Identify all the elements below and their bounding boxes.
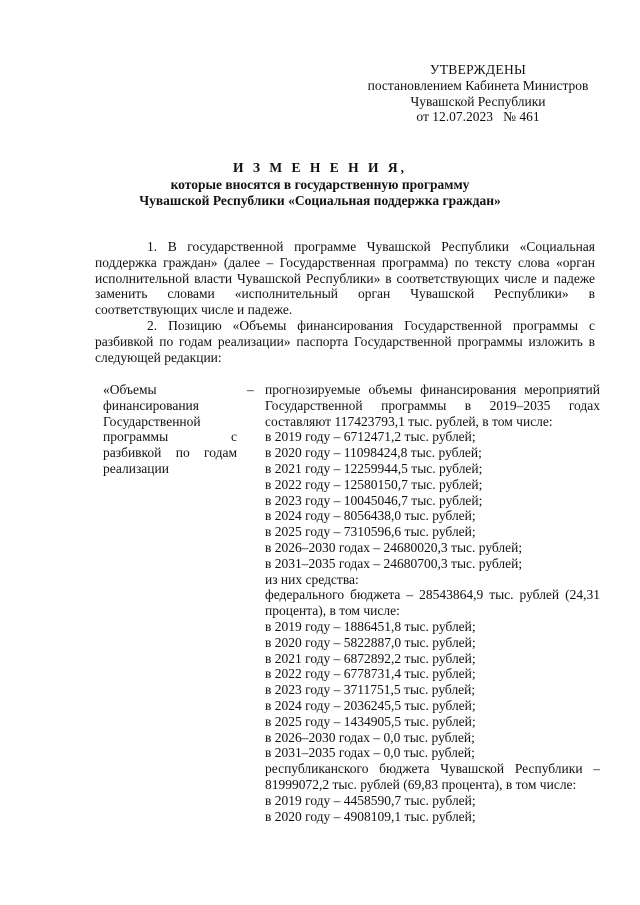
list-item: в 2019 году – 1886451,8 тыс. рублей; [265, 618, 476, 634]
list-item: в 2022 году – 12580150,7 тыс. рублей; [265, 476, 483, 492]
republic-intro: республиканского бюджета Чувашской Республики – 81999072,2 тыс. рублей (69,83 процента), в том числе: [265, 761, 600, 792]
list-item: в 2026–2030 годах – 24680020,3 тыс. рублей; [265, 539, 523, 555]
list-item: в 2025 году – 1434905,5 тыс. рублей; [265, 713, 476, 729]
approval-stamp [356, 62, 600, 125]
list-item: в 2020 году – 5822887,0 тыс. рублей; [265, 634, 476, 650]
paragraph: 1. В государственной программе Чувашской Республики «Социальная поддержка граждан» (далее – Государственная программа) по тексту слова «орган исполнительной власти Чувашской Республики» в соответствующих числе и падеже заменить словами «исполнительный орган Чувашской Республики» в соответствующих числе и падеже. [95, 239, 595, 318]
federal-intro: федерального бюджета – 28543864,9 тыс. рублей (24,31 процента), в том числе: [265, 587, 600, 619]
table-left-cell: «Объемы финансирования Государственной программы с разбивкой по годам реализации [103, 382, 237, 476]
list-item: в 2024 году – 8056438,0 тыс. рублей; [265, 508, 476, 524]
heading-title: И З М Е Н Е Н И Я, [232, 160, 407, 175]
body-text [95, 239, 595, 365]
list-item: в 2025 году – 7310596,6 тыс. рублей; [265, 524, 476, 540]
list-item: в 2020 году – 4908109,1 тыс. рублей; [265, 808, 476, 824]
heading-line: Чувашской Республики «Социальная поддержка граждан» [139, 192, 501, 208]
paragraph: 2. Позицию «Объемы финансирования Государственной программы с разбивкой по годам реализации» паспорта Государственной программы изложить в следующей редакции: [95, 317, 595, 365]
table-right-cell [265, 382, 600, 824]
approval-line: постановлением Кабинета Министров [367, 77, 589, 93]
list-item: в 2019 году – 6712471,2 тыс. рублей; [265, 429, 476, 445]
financing-intro: прогнозируемые объемы финансирования мероприятий Государственной программы в 2019–2035 годах составляют 117423793,1 тыс. рублей, в том числе: [265, 382, 600, 429]
list-item: в 2023 году – 3711751,5 тыс. рублей; [265, 682, 476, 698]
of-them-label: из них средства: [265, 571, 359, 587]
table-dash: – [247, 382, 254, 397]
approval-title: УТВЕРЖДЕНЫ [429, 62, 527, 77]
list-item: в 2024 году – 2036245,5 тыс. рублей; [265, 697, 476, 713]
heading-line: которые вносятся в государственную программу [170, 176, 470, 192]
list-item: в 2031–2035 годах – 0,0 тыс. рублей; [265, 745, 475, 761]
list-item: в 2019 году – 4458590,7 тыс. рублей; [265, 792, 476, 808]
list-item: в 2031–2035 годах – 24680700,3 тыс. рублей; [265, 555, 523, 571]
approval-line: Чувашской Республики [410, 93, 546, 109]
list-item: в 2020 году – 11098424,8 тыс. рублей; [265, 445, 482, 461]
list-item: в 2023 году – 10045046,7 тыс. рублей; [265, 492, 483, 508]
list-item: в 2021 году – 12259944,5 тыс. рублей; [265, 460, 483, 476]
list-item: в 2022 году – 6778731,4 тыс. рублей; [265, 666, 476, 682]
list-item: в 2021 году – 6872892,2 тыс. рублей; [265, 650, 476, 666]
list-item: в 2026–2030 годах – 0,0 тыс. рублей; [265, 729, 475, 745]
document-heading [110, 160, 530, 208]
approval-date: от 12.07.2023 № 461 [416, 109, 540, 125]
